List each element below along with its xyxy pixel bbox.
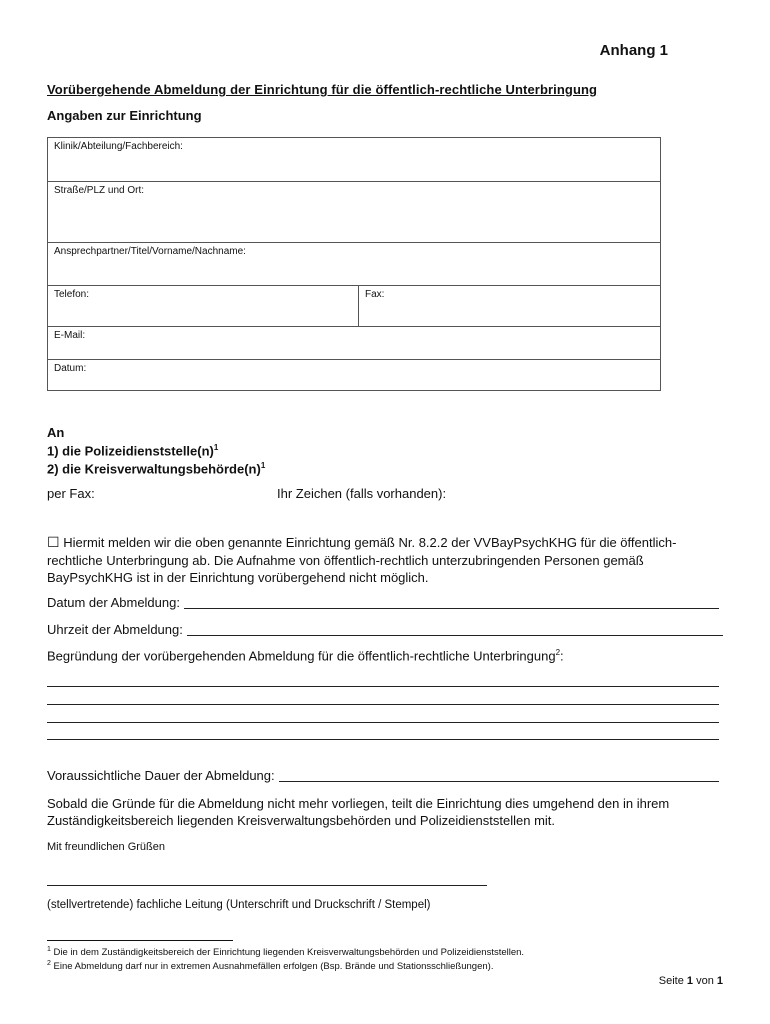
deregistration-time-label: Uhrzeit der Abmeldung:: [47, 622, 183, 637]
declaration-text: Hiermit melden wir die oben genannte Einrichtung gemäß Nr. 8.2.2 der VVBayPsychKHG für die öffentlich-rechtliche Unterbringung ab. Die Aufnahme von öffentlich-rechtlich unterzubringenden Personen gemäß BayPsychKHG ist in der Einrichtung vorübergehend nicht möglich.: [47, 535, 677, 585]
recipients-block: [47, 425, 265, 477]
duration-input[interactable]: [279, 768, 719, 782]
street-label: Straße/PLZ und Ort:: [54, 185, 145, 196]
footnote-1: $^1$ Die in dem Zuständigkeitsbereich der Einrichtung liegenden Kreisverwaltungsbehörden und Polizeidienststellen.: [47, 946, 525, 959]
fax-field[interactable]: [359, 286, 661, 327]
page-number: Seite 1 von 1: [658, 975, 723, 987]
footnote-ref: 1: [213, 443, 219, 452]
reason-line-3[interactable]: [47, 710, 719, 723]
section-heading: Angaben zur Einrichtung: [47, 108, 202, 123]
deregistration-time-row: [47, 622, 723, 637]
clinic-field[interactable]: [48, 138, 661, 182]
checkbox-icon[interactable]: ☐: [47, 534, 60, 550]
recipients-to: An: [47, 425, 65, 440]
fax-label: Fax:: [365, 289, 385, 300]
recipient-police: 1) die $Polizeidienststelle(n)^1$: [47, 443, 219, 459]
reason-line-4[interactable]: [47, 727, 719, 740]
declaration-paragraph: [47, 534, 727, 587]
appendix-label: Anhang 1: [599, 42, 668, 59]
date-label: Datum:: [54, 363, 87, 374]
footnote-ref: 1: [260, 461, 266, 471]
closing-paragraph: Sobald die Gründe für die Abmeldung nicht mehr vorliegen, teilt die Einrichtung dies umgehend den in ihrem Zuständigkeitsbereich liegenden Kreisverwaltungsbehörden und Polizeidienststellen mit.: [47, 796, 670, 828]
clinic-label: Klinik/Abteilung/Fachbereich:: [54, 141, 183, 152]
phone-field[interactable]: [48, 286, 359, 327]
facility-info-table: [47, 137, 661, 391]
street-field[interactable]: [48, 182, 661, 243]
greeting: Mit freundlichen Grüßen: [47, 841, 165, 853]
email-field[interactable]: [48, 327, 661, 360]
date-field[interactable]: [48, 360, 661, 391]
document-title: Vorübergehende Abmeldung der Einrichtung für die öffentlich-rechtliche Unterbringung: [47, 82, 598, 97]
deregistration-date-input[interactable]: [184, 595, 719, 609]
contact-field[interactable]: [48, 243, 661, 286]
per-fax-label: per Fax:: [47, 486, 95, 501]
footnote-ref: 2: [555, 648, 561, 657]
contact-label: Ansprechpartner/Titel/Vorname/Nachname:: [54, 246, 246, 257]
email-label: E-Mail:: [54, 330, 86, 341]
footnote-2: $^2$ Eine Abmeldung darf nur in extremen Ausnahmefällen erfolgen (Bsp. Brände und Stationsschließungen).: [47, 960, 494, 973]
deregistration-time-input[interactable]: [187, 622, 723, 636]
footnote-separator: [47, 940, 233, 941]
reason-line-1[interactable]: [47, 674, 719, 687]
signature-line[interactable]: [47, 884, 487, 886]
phone-label: Telefon:: [54, 289, 90, 300]
deregistration-date-row: [47, 595, 719, 610]
reason-line-2[interactable]: [47, 692, 719, 705]
reason-label: Begründung der vorübergehenden Abmeldung für die öffentlich-rechtliche Unterbringung$^2$:: [47, 648, 564, 664]
duration-row: [47, 768, 719, 783]
signature-caption: (stellvertretende) fachliche Leitung (Unterschrift und Druckschrift / Stempel): [47, 899, 431, 911]
reference-label: Ihr Zeichen (falls vorhanden):: [277, 486, 447, 501]
recipient-authority: 2) die $Kreisverwaltungsbehörde(n)^1$: [47, 461, 266, 477]
deregistration-date-label: Datum der Abmeldung:: [47, 595, 180, 610]
duration-label: Voraussichtliche Dauer der Abmeldung:: [47, 768, 275, 783]
